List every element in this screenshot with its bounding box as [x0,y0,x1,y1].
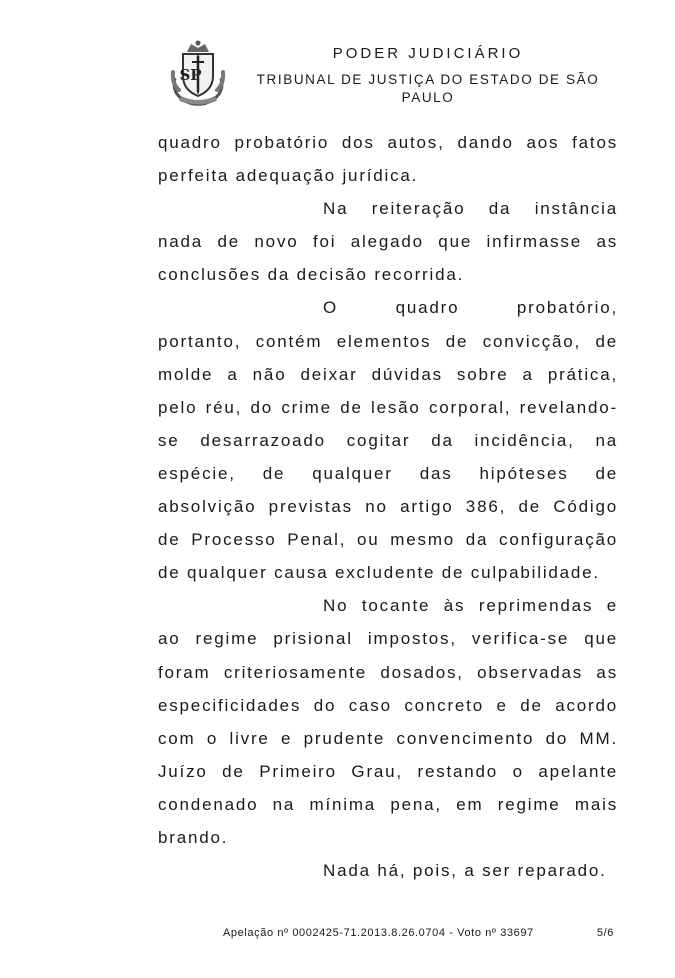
page-header [0,0,675,120]
text-line: especificidades do caso concreto e de acordo [158,695,618,715]
text-line: foram criteriosamente dosados, observadas as [158,662,618,682]
text-line: espécie, de qualquer das hipóteses de [158,463,618,483]
text-line: absolvição previstas no artigo 386, de Código [158,497,618,517]
text-line: molde a não deixar dúvidas sobre a prática, [158,364,618,384]
seal-letter-s: SP [179,66,202,84]
page-number: 5/6 [596,927,614,939]
paragraph-start: Na reiteração da instância [323,199,618,219]
paragraph-start: O quadro probatório, [323,298,618,318]
paragraph-start: No tocante às reprimendas e [323,596,618,616]
document-body [158,126,618,887]
text-line: brando. [158,827,229,847]
text-line: portanto, contém elementos de convicção, de [158,331,618,351]
seal-graphic [163,38,233,108]
case-reference: Apelação nº 0002425-71.2013.8.26.0704 - Voto nº 33697 [223,927,534,939]
header-title: PODER JUDICIÁRIO [332,45,524,62]
header-subtitle: TRIBUNAL DE JUSTIÇA DO ESTADO DE SÃO PAULO [256,72,600,105]
text-line: ao regime prisional impostos, verifica-se que [158,629,618,649]
text-line: pelo réu, do crime de lesão corporal, revelando- [158,397,618,417]
text-line: de qualquer causa excludente de culpabilidade. [158,563,600,583]
text-line: quadro probatório dos autos, dando aos fatos [158,133,618,152]
paragraph-start: Nada há, pois, a ser reparado. [323,861,607,881]
text-line: condenado na mínima pena, em regime mais [158,794,618,814]
tjsp-seal-icon [163,38,233,108]
text-line: conclusões da decisão recorrida. [158,265,465,285]
text-line: se desarrazoado cogitar da incidência, na [158,430,618,450]
text-line: perfeita adequação jurídica. [158,166,419,186]
text-line: Juízo de Primeiro Grau, restando o apelante [158,761,618,781]
text-line: nada de novo foi alegado que infirmasse as [158,232,618,252]
text-line: com o livre e prudente convencimento do MM. [158,728,618,748]
text-line: de Processo Penal, ou mesmo da configuração [158,530,618,550]
